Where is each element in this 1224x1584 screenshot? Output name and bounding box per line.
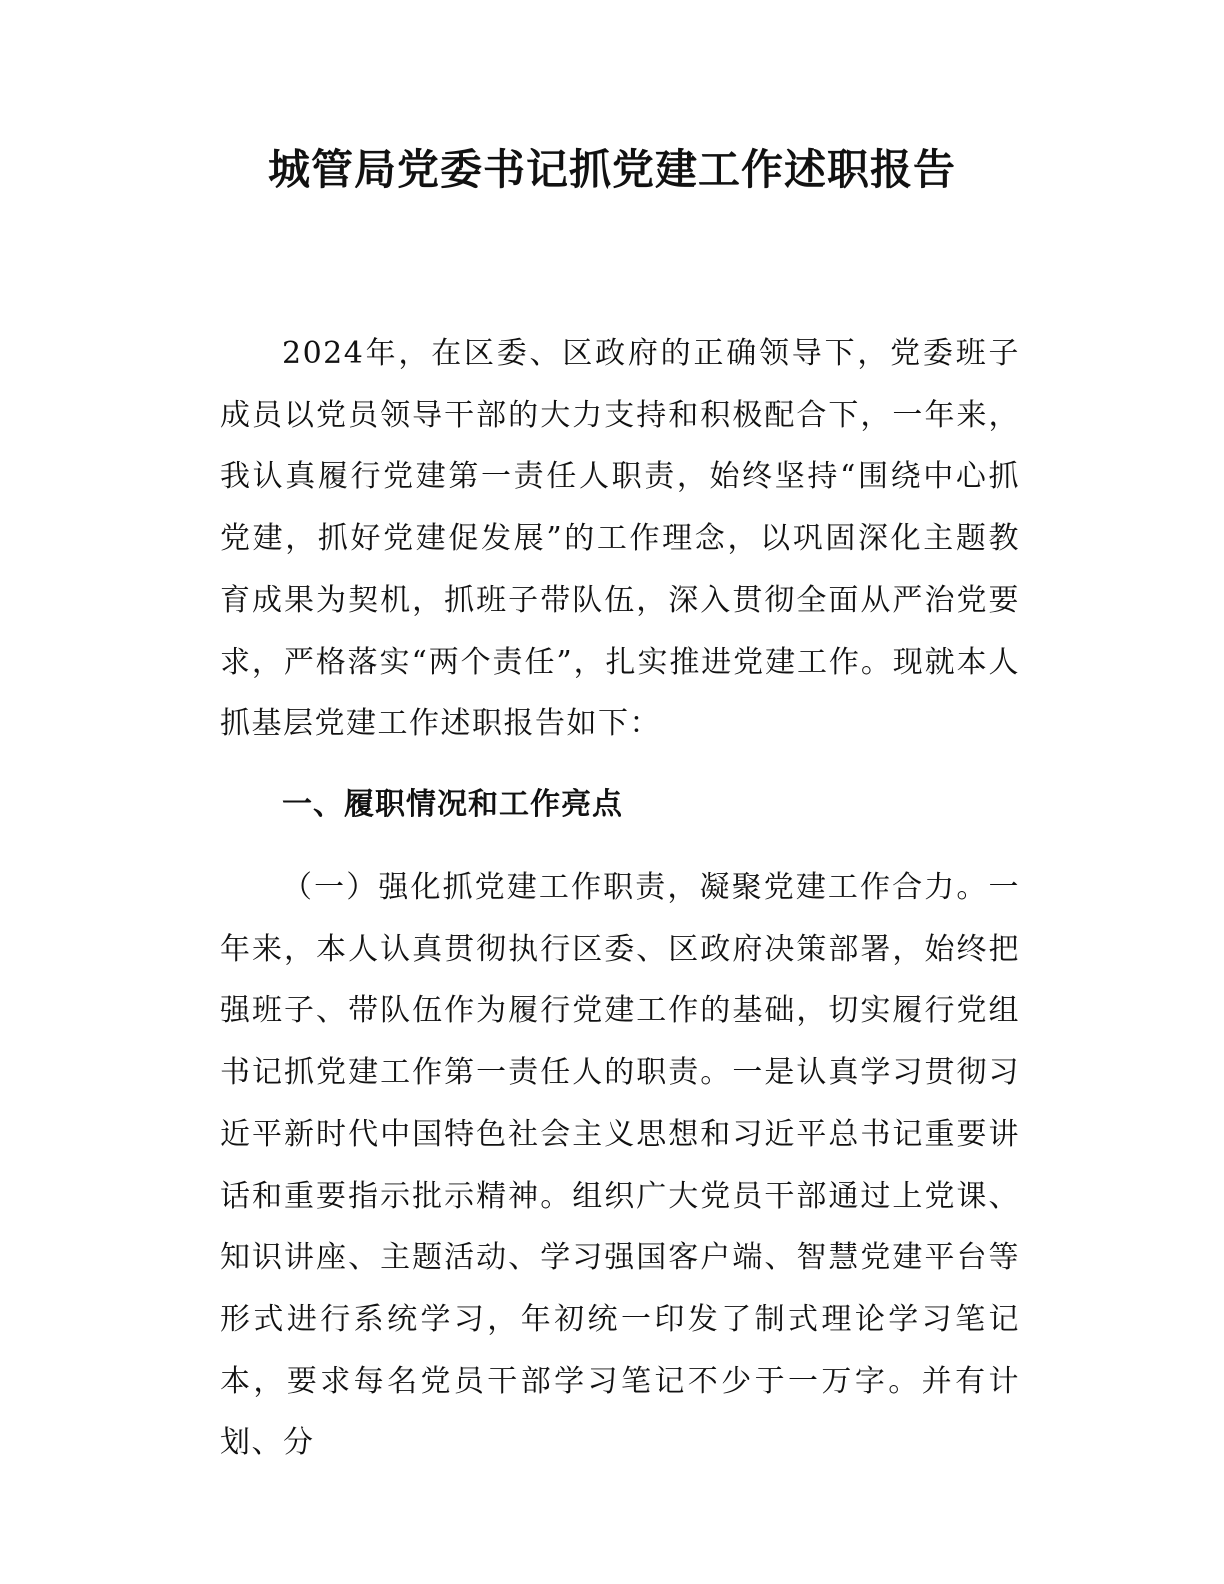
section-heading-1: 一、履职情况和工作亮点 [282,787,623,822]
subsection-paragraph-1: （一）强化抓党建工作职责，凝聚党建工作合力。一年来，本人认真贯彻执行区委、区政府决策部署，始终把强班子、带队伍作为履行党建工作的基础，切实履行党组书记抓党建工作第一责任人的职责。一是认真学习贯彻习近平新时代中国特色社会主义思想和习近平总书记重要讲话和重要指示批示精神。组织广大党员干部通过上党课、知识讲座、主题活动、学习强国客户端、智慧党建平台等形式进行系统学习，年初统一印发了制式理论学习笔记本，要求每名党员干部学习笔记不少于一万字。并有计划、分 [220,870,1020,1461]
document-title: 城管局党委书记抓党建工作述职报告 [267,145,956,194]
intro-paragraph: 2024年，在区委、区政府的正确领导下，党委班子成员以党员领导干部的大力支持和积极配合下，一年来，我认真履行党建第一责任人职责，始终坚持“围绕中心抓党建，抓好党建促发展”的工作理念，以巩固深化主题教育成果为契机，抓班子带队伍，深入贯彻全面从严治党要求，严格落实“两个责任”，扎实推进党建工作。现就本人抓基层党建工作述职报告如下： [220,336,1020,742]
